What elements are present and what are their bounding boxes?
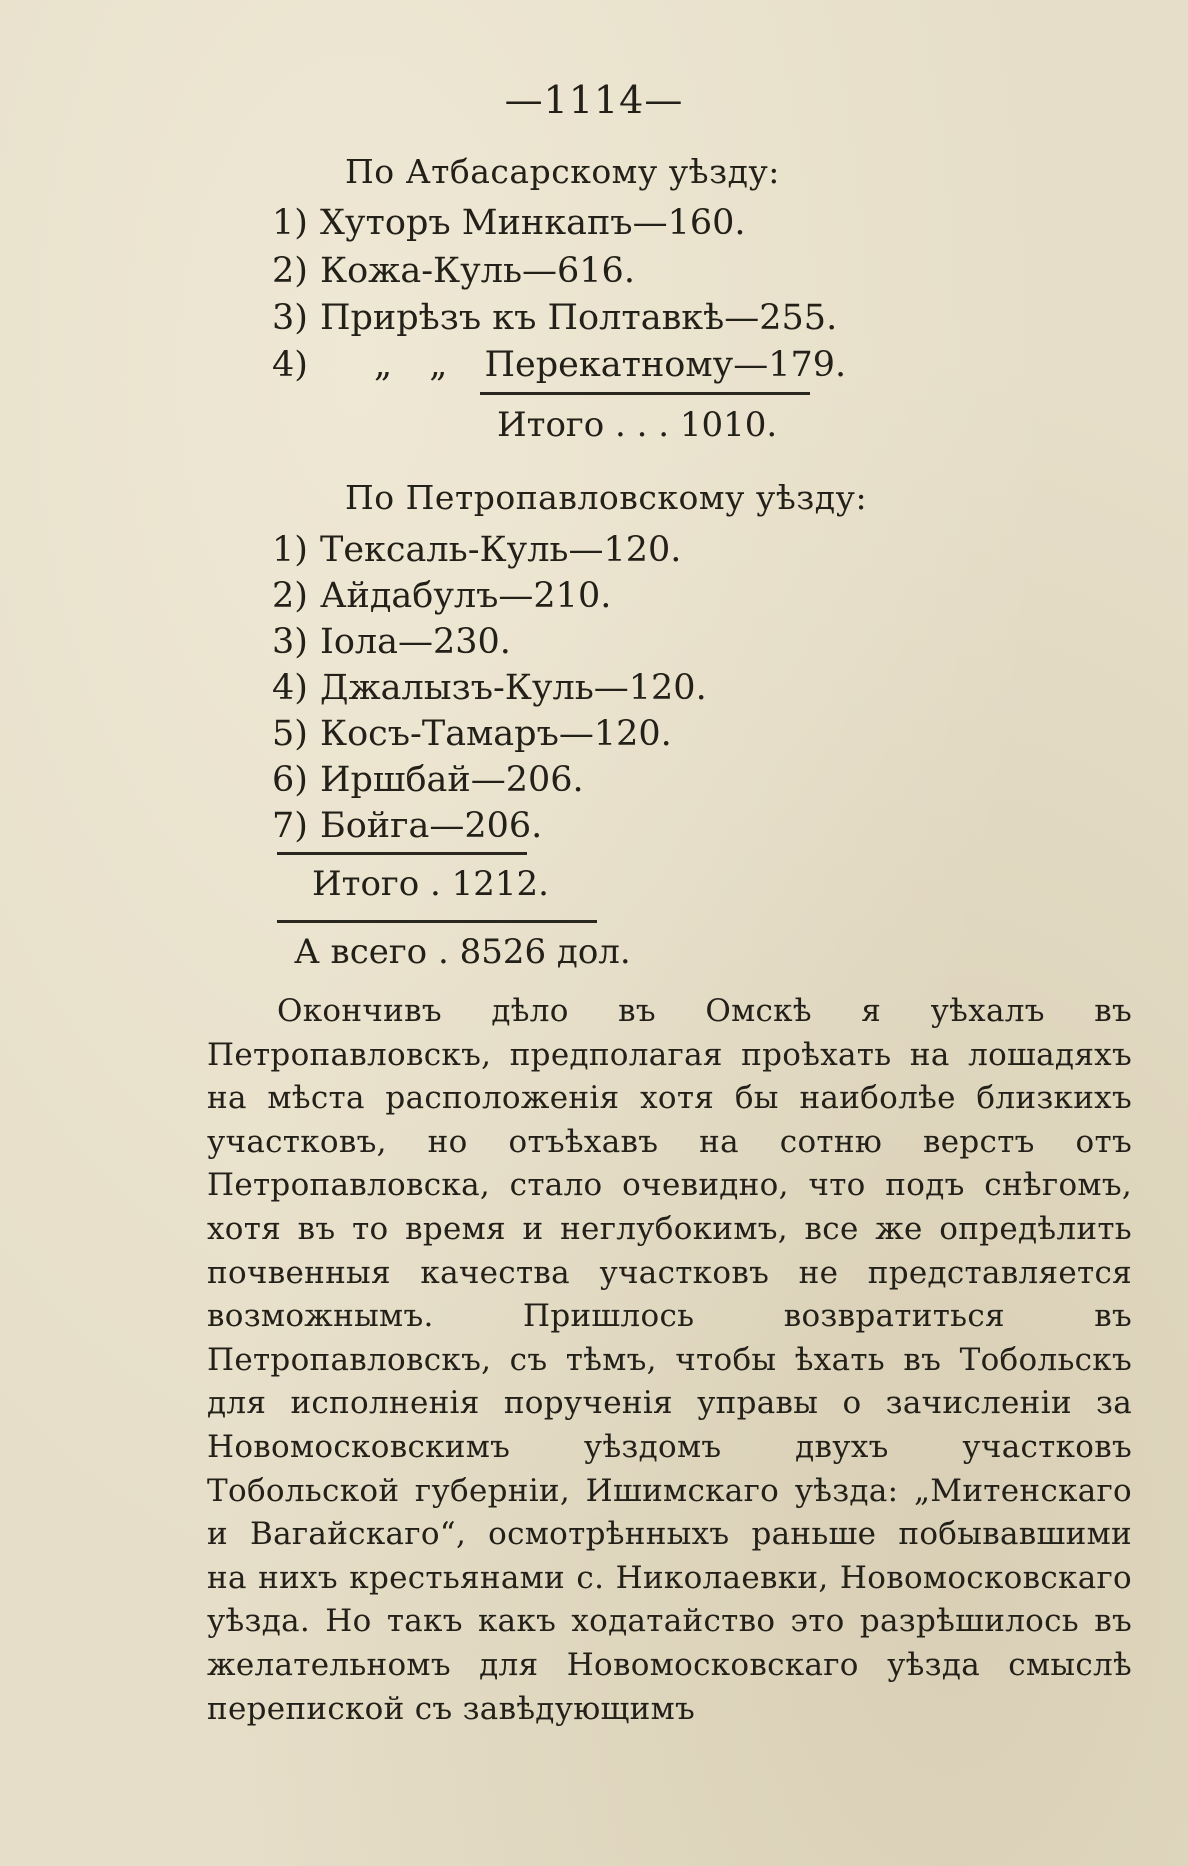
item-text: Айдабулъ—210. <box>320 576 612 616</box>
atbasar-item <box>272 345 846 385</box>
item-number: 1) <box>272 530 308 570</box>
petropavlovsk-item <box>272 668 707 708</box>
item-text: Тексаль-Куль—120. <box>320 530 682 570</box>
item-text: Прирѣзъ къ Полтавкѣ—255. <box>320 298 838 338</box>
item-text: Иршбай—206. <box>320 760 584 800</box>
body-text: Окончивъ дѣло въ Омскѣ я уѣхалъ въ Петропавловскъ, предполагая проѣхать на лошадяхъ на мѣста расположенія хотя бы наиболѣе близкихъ участковъ, но отъѣхавъ на сотню верстъ отъ Петропавловска, стало очевидно, что подъ снѣгомъ, хотя въ то время и неглубокимъ, все же опредѣлить почвенныя качества участковъ не представляется возможнымъ. Пришлось возвратиться въ Петропавловскъ, съ тѣмъ, чтобы ѣхать въ Тобольскъ для исполненія порученія управы о зачисленіи за Новомосковскимъ уѣздомъ двухъ участковъ Тобольской губерніи, Ишимскаго уѣзда: „Митенскаго и Вагайскаго“, осмотрѣнныхъ раньше побывавшими на нихъ крестьянами с. Николаевки, Новомосковскаго уѣзда. Но такъ какъ ходатайство это разрѣшилось въ желательномъ для Новомосковскаго уѣзда смыслѣ перепиской съ завѣдующимъ <box>207 993 1132 1727</box>
item-number: 4) <box>272 345 308 385</box>
petropavlovsk-total: Итого . 1212. <box>312 864 549 904</box>
atbasar-item <box>272 203 746 243</box>
petropavlovsk-total-rule <box>277 852 527 855</box>
page-number: —1114— <box>504 78 684 122</box>
atbasar-total: Итого . . . 1010. <box>497 405 778 445</box>
petropavlovsk-item <box>272 622 511 662</box>
petropavlovsk-item <box>272 806 542 846</box>
item-number: 5) <box>272 714 308 754</box>
item-text: Косъ-Тамаръ—120. <box>320 714 672 754</box>
grand-total: А всего . 8526 дол. <box>294 932 631 972</box>
item-number: 7) <box>272 806 308 846</box>
item-text: „ „ Перекатному—179. <box>374 345 847 385</box>
item-number: 2) <box>272 576 308 616</box>
petropavlovsk-item <box>272 576 611 616</box>
item-text: Джалызъ-Куль—120. <box>320 668 707 708</box>
item-text: Іола—230. <box>320 622 511 662</box>
item-number: 1) <box>272 203 308 243</box>
petropavlovsk-item <box>272 714 672 754</box>
item-text: Бойга—206. <box>320 806 543 846</box>
body-paragraph <box>207 990 1132 1731</box>
item-number: 2) <box>272 251 308 291</box>
petropavlovsk-section-title: По Петропавловскому уѣзду: <box>345 478 868 517</box>
petropavlovsk-item <box>272 760 584 800</box>
atbasar-section-title: По Атбасарскому уѣзду: <box>345 152 780 191</box>
item-number: 3) <box>272 622 308 662</box>
atbasar-total-rule <box>480 392 810 395</box>
grand-total-rule <box>277 920 597 923</box>
atbasar-item <box>272 298 837 338</box>
atbasar-item <box>272 251 635 291</box>
item-text: Кожа-Куль—616. <box>320 251 635 291</box>
petropavlovsk-item <box>272 530 681 570</box>
item-number: 6) <box>272 760 308 800</box>
item-text: Хуторъ Минкапъ—160. <box>320 203 746 243</box>
item-number: 3) <box>272 298 308 338</box>
item-number: 4) <box>272 668 308 708</box>
